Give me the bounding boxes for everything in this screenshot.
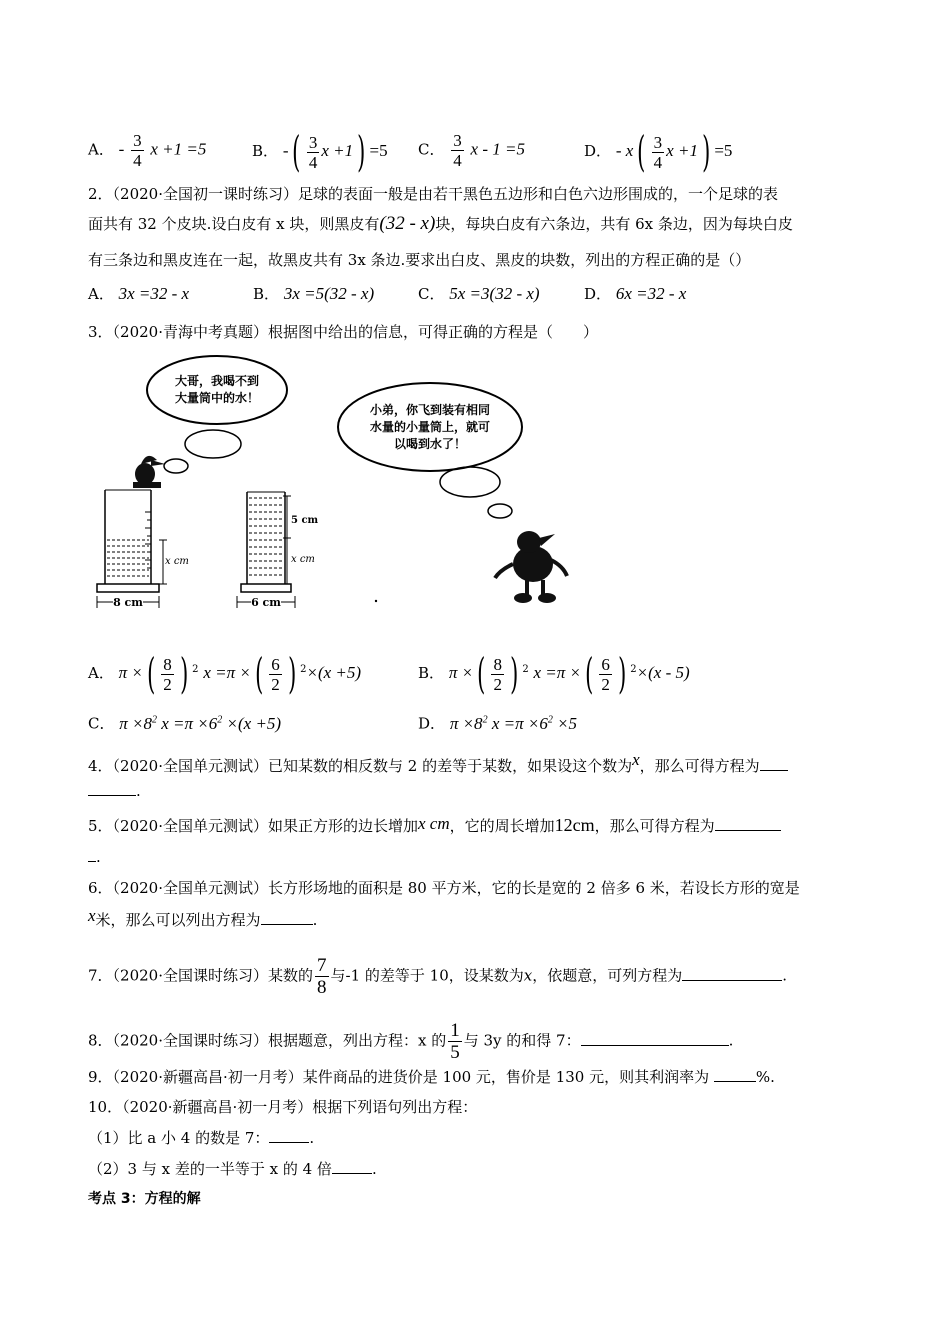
q5-line2: . (88, 846, 101, 867)
cyl2-label-bottom: x cm (291, 554, 315, 565)
cyl1-width-label: 8 cm (113, 596, 143, 609)
q1-option-d: D． - x( $\frac{3}{4}$ x +1) =5 (584, 127, 733, 176)
q10-sub1: （1）比 a 小 4 的数是 7： . (88, 1129, 315, 1147)
q3-option-d: D． $\pi \times 8^2$ $x =\pi \times 6^2 \times 5$ (418, 713, 578, 733)
speech-bubble-1 (147, 356, 287, 424)
q10-stem: 10．（2020·新疆高昌·初一月考）根据下列语句列出方程： (88, 1098, 478, 1116)
q6-line2: x米，那么可以列出方程为 . (88, 906, 318, 929)
section-heading: 考点 3：方程的解 (88, 1191, 201, 1207)
q1-option-a: A． - $\frac{3}{4}$ x +1 =5 (88, 131, 207, 170)
q4-line1: 4．（2020·全国单元测试）已知某数的相反数与 2 的差等于某数，如果设这个数为x，那么可得方程为 (88, 750, 788, 776)
large-cylinder (97, 490, 189, 609)
q3-option-c: C． $\pi \times 8^2$ $x =\pi \times 6^2 \times(x +5)$ (88, 713, 282, 733)
q3-option-b: B． π ×( $\frac{8}{2}$ ) $^2$ x =π ×( $\frac{6}{2}$ ) $^2$×(x - 5) (418, 649, 690, 698)
crow-2-icon (495, 531, 567, 603)
cyl2-label-top: 5 cm (291, 515, 319, 526)
crow-icon (133, 456, 165, 488)
q2-option-c: C． 5x =3(32 - x) (418, 284, 540, 303)
q2-option-a: A． 3x =32 - x (88, 284, 190, 303)
small-cylinder (237, 492, 319, 609)
q2-line3: 有三条边和黑皮连在一起，故黑皮共有 3x 条边.要求出白皮、黑皮的块数，列出的方程正确的是（） (88, 251, 751, 269)
q2-line1: 2．（2020·全国初一课时练习）足球的表面一般是由若干黑色五边形和白色六边形围成的，一个足球的表 (88, 185, 778, 203)
q2-option-b: B． 3x =5(32 - x) (253, 284, 375, 303)
bubble2-line1: 小弟，你飞到装有相同 (369, 403, 491, 417)
bubble2-line3: 以喝到水了！ (393, 437, 467, 451)
q8-line: 8．（2020·全国课时练习）根据题意，列出方程：x 的 $\frac{1}{5}$ 与 3y 的和得 7： . (88, 1020, 734, 1063)
q2-line2: 面共有 32 个皮块.设白皮有 x 块，则黑皮有(32 - x)块，每块白皮有六条边，共有 6x 条边，因为每块白皮 (88, 213, 793, 234)
q5-line1: 5．（2020·全国单元测试）如果正方形的边长增加x cm，它的周长增加12cm，那么可得方程为 (88, 814, 781, 836)
q3-stem: 3．（2020·青海中考真题）根据图中给出的信息，可得正确的方程是（ ） (88, 323, 598, 341)
cyl2-width-label: 6 cm (251, 596, 281, 609)
q1-option-c: C． $\frac{3}{4}$ x - 1 =5 (418, 131, 525, 170)
q9-line: 9．（2020·新疆高昌·初一月考）某件商品的进货价是 100 元，售价是 130 元，则其利润率为 %. (88, 1068, 775, 1086)
bubble1-line2: 大量筒中的水！ (174, 391, 260, 405)
q1-option-b: B． -( $\frac{3}{4}$ x +1) =5 (252, 127, 388, 176)
q6-line1: 6．（2020·全国单元测试）长方形场地的面积是 80 平方米，它的长是宽的 2 倍多 6 米，若设长方形的宽是 (88, 879, 800, 897)
bubble1-line1: 大哥，我喝不到 (174, 374, 260, 388)
q10-sub2: （2）3 与 x 差的一半等于 x 的 4 倍 . (88, 1160, 377, 1178)
bubble2-line2: 水量的小量筒上，就可 (369, 420, 491, 434)
q3-figure (85, 352, 585, 614)
cyl1-height-label: x cm (165, 556, 189, 567)
q2-option-d: D． 6x =32 - x (584, 284, 687, 303)
q3-option-a: A． π ×( $\frac{8}{2}$ ) $^2$ x =π ×( $\frac{6}{2}$ ) $^2$×(x +5) (88, 649, 362, 698)
q4-line2: . (88, 780, 141, 801)
q7-line: 7．（2020·全国课时练习）某数的 $\frac{7}{8}$ 与-1 的差等于 10，设某数为x，依题意，可列方程为 . (88, 955, 788, 998)
